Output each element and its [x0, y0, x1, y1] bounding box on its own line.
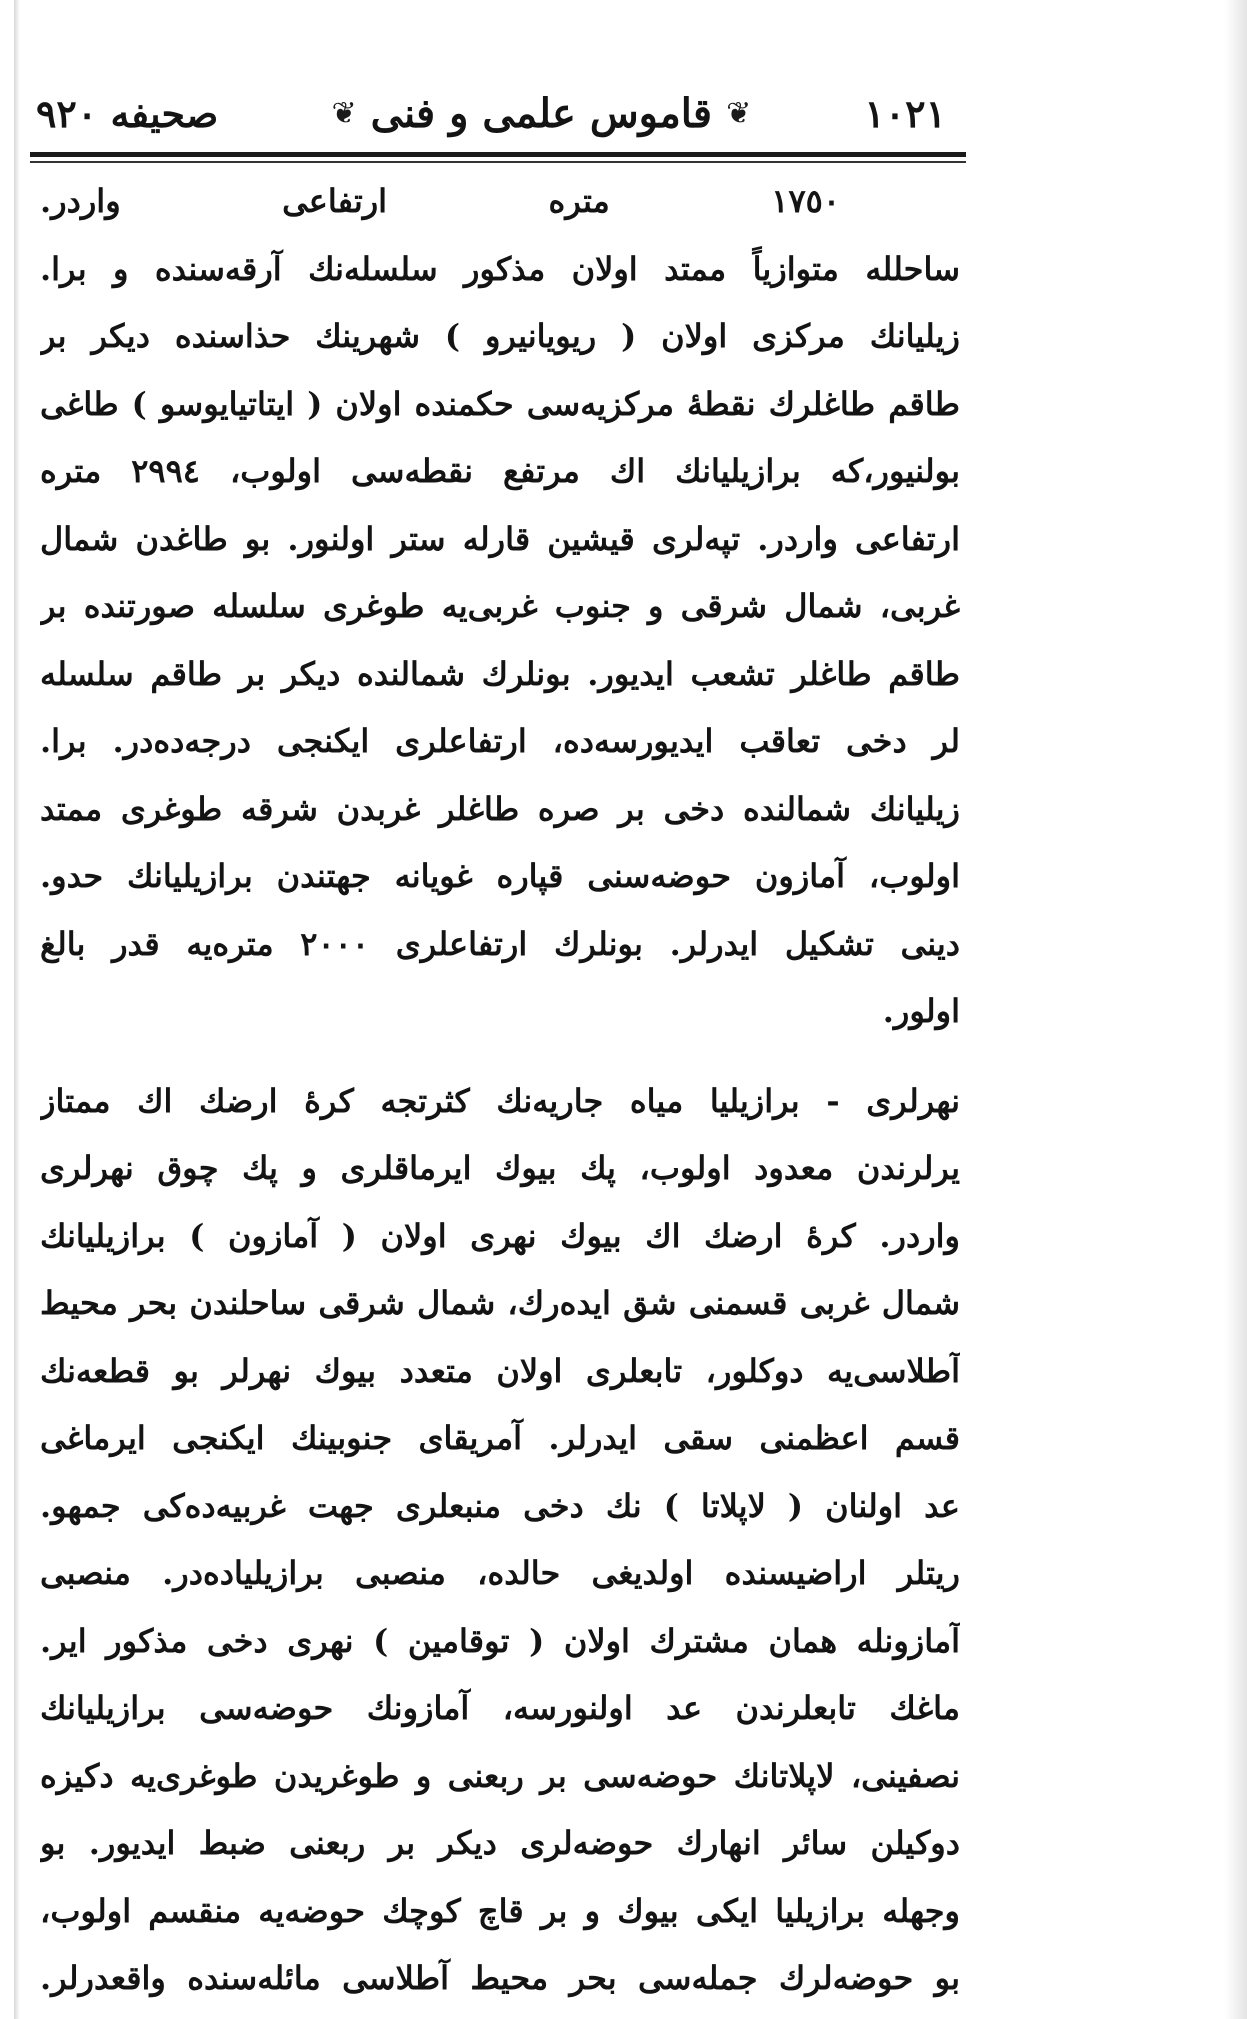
body-text: [40, 168, 960, 2013]
text-line: دینی تشکیل ایدرلر. بونلرك ارتفاعلری ٢٠٠٠ متره‌یه قدر بالغ: [40, 924, 960, 963]
text-line: طاقم طاغلر تشعب ایدیور. بونلرك شمالنده دیکر بر طاقم سلسله: [40, 654, 960, 693]
text-line: زیلیانك مرکزی اولان ( ریویانیرو ) شهرینك حذاسنده دیکر بر: [40, 317, 960, 355]
text-line: اولور.: [882, 992, 960, 1030]
text-line: شمال غربی قسمنی شق ایده‌رك، شمال شرقی ساحلندن بحر محیط: [40, 1284, 960, 1322]
text-line: یرلرندن معدود اولوب، پك بیوك ایرماقلری و پك چوق نهرلری: [40, 1149, 960, 1187]
text-line: ریتلر اراضیسنده اولدیغی حالده، منصبی برازیلیاده‌در. منصبی: [40, 1554, 960, 1592]
header-rule-thin: [30, 161, 966, 163]
header-title: قاموس علمی و فنی: [370, 89, 713, 137]
text-line: غربی، شمال شرقی و جنوب غربی‌یه طوغری سلسله صورتنده بر: [40, 587, 960, 625]
text-line: آمازونله همان مشترك اولان ( توقامین ) نهری دخی مذکور ایر.: [40, 1621, 960, 1660]
floral-ornament-icon: ❦: [726, 95, 752, 131]
floral-ornament-icon: ❦: [331, 95, 357, 131]
text-line: نهرلری - برازیلیا میاه جاریه‌نك کثرتجه کرهٔ ارضك اك ممتاز: [40, 1081, 960, 1120]
paragraph-rivers: [40, 1068, 960, 2013]
text-line: اولوب، آمازون حوضه‌سنی قپاره غویانه جهتندن برازیلیانك حدو.: [40, 857, 960, 895]
text-line: ارتفاعی واردر. تپه‌لری قیشین قارله ستر اولنور. بو طاغدن شمال: [40, 519, 960, 558]
text-line: ١٧٥٠ متره ارتفاعی واردر.: [40, 182, 840, 220]
header-rule: [30, 152, 966, 157]
page-number: صحیفه ٩٢٠: [36, 90, 219, 136]
text-line: دوکیلن سائر انهارك حوضه‌لری دیکر بر ربعنی ضبط ایدیور. بو: [40, 1824, 960, 1862]
text-line: ساحلله متوازیاً ممتد اولان مذکور سلسله‌نك آرقه‌سنده و برا.: [40, 249, 960, 288]
text-line: آطلاسی‌یه دوکلور، تابعلری اولان متعدد بیوك نهرلر بو قطعه‌نك: [40, 1351, 960, 1390]
text-line: ماغك تابعلرندن عد اولنورسه، آمازونك حوضه‌سی برازیلیانك: [40, 1689, 960, 1727]
text-line: بو حوضه‌لرك جمله‌سی بحر محیط آطلاسی مائله‌سنده واقعدرلر.: [40, 1959, 960, 1997]
text-line: واردر. کرهٔ ارضك اك بیوك نهری اولان ( آمازون ) برازیلیانك: [40, 1216, 960, 1255]
paragraph-elevations: [40, 168, 960, 1046]
text-line: وجهله برازیلیا ایکی بیوك و بر قاچ کوچك حوضه‌یه منقسم اولوب،: [40, 1891, 960, 1930]
text-line: نصفینی، لاپلاتانك حوضه‌سی بر ربعنی و طوغریدن طوغری‌یه دکیزه: [40, 1756, 960, 1795]
column-number: ١٠٢١: [864, 90, 946, 136]
text-line: زیلیانك شمالنده دخی بر صره طاغلر غربدن شرقه طوغری ممتد: [40, 789, 960, 828]
text-line: طاقم طاغلرك نقطهٔ مرکزیه‌سی حکمنده اولان ( ایتاتیایوسو ) طاغی: [40, 384, 960, 423]
text-line: بولنیور،که برازیلیانك اك مرتفع نقطه‌سی اولوب، ٢٩٩٤ متره: [40, 452, 960, 490]
header-title-group: [331, 90, 751, 137]
text-line: لر دخی تعاقب ایدیورسه‌ده، ارتفاعلری ایکنجی درجه‌ده‌در. برا.: [40, 722, 960, 760]
running-header: [36, 78, 962, 148]
scan-edge-left: [14, 0, 20, 2019]
text-line: عد اولنان ( لاپلاتا ) نك دخی منبعلری جهت غربیه‌ده‌کی جمهو.: [40, 1486, 960, 1525]
text-line: قسم اعظمنی سقی ایدرلر. آمریقای جنوبینك ایکنجی ایرماغی: [40, 1419, 960, 1457]
scan-edge-right: [1225, 0, 1247, 2019]
